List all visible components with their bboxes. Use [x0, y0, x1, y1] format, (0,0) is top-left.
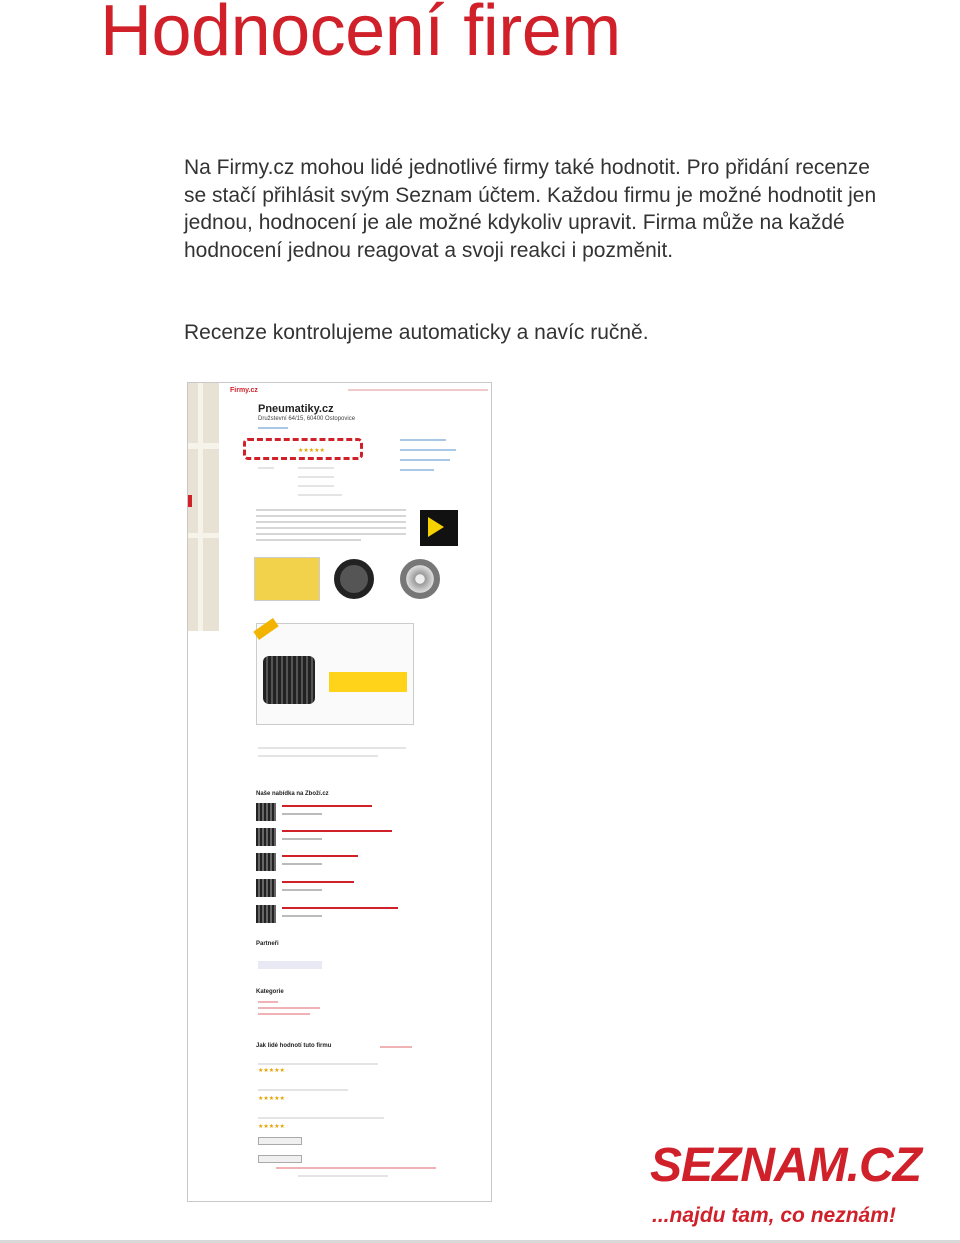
- firmy-logo: Firmy.cz: [230, 387, 258, 394]
- company-name: Pneumatiky.cz: [258, 403, 334, 415]
- wheel-photo[interactable]: [334, 559, 374, 599]
- review-stars-icon: ★★★★★: [258, 1068, 285, 1074]
- map-pin-icon: [187, 495, 192, 507]
- map-panel: [188, 383, 219, 631]
- offer-thumb[interactable]: [256, 828, 276, 846]
- company-logo-badge: [420, 510, 458, 546]
- page-title: Hodnocení firem: [100, 0, 621, 71]
- review-stars-icon: ★★★★★: [258, 1096, 285, 1102]
- reviews-heading: Jak lidé hodnotí tuto firmu: [256, 1043, 332, 1049]
- seznam-logo-wordmark: SEZNAM.CZ: [650, 1139, 921, 1192]
- seznam-slogan: ...najdu tam, co neznám!: [652, 1204, 896, 1227]
- shop-photo[interactable]: [254, 557, 320, 601]
- review-stars-icon: ★★★★★: [258, 1124, 285, 1130]
- partners-heading: Partneři: [256, 941, 279, 947]
- moderation-paragraph: Recenze kontrolujeme automaticky a navíc ručně.: [184, 321, 649, 344]
- categories-heading: Kategorie: [256, 989, 284, 995]
- intro-paragraph: Na Firmy.cz mohou lidé jednotlivé firmy také hodnotit. Pro přidání recenze se stačí přihlásit svým Seznam účtem. Každou firmu je možné hodnotit jen jednou, hodnocení je ale možné kdykoliv upravit. Firma může na každé hodnocení jednou reagovat a svoji reakci i pozměnit.: [184, 156, 877, 262]
- show-more-button[interactable]: [258, 1155, 302, 1163]
- firmy-page-screenshot: [187, 382, 492, 1202]
- offer-heading: Naše nabídka na Zboží.cz: [256, 791, 329, 797]
- offer-thumb[interactable]: [256, 803, 276, 821]
- seznam-logo: [650, 1139, 921, 1237]
- tire-image: [263, 656, 315, 704]
- alloy-wheel-photo[interactable]: [400, 559, 440, 599]
- rating-stars-icon: ★★★★★: [298, 448, 325, 454]
- offer-thumb[interactable]: [256, 879, 276, 897]
- company-address: Družstevní 64/15, 60400 Ostopovice: [258, 416, 356, 422]
- price-box: [329, 672, 407, 692]
- product-widget: [256, 623, 414, 725]
- reply-button[interactable]: [258, 1137, 302, 1145]
- company-description: [256, 509, 406, 545]
- offer-thumb[interactable]: [256, 905, 276, 923]
- offer-thumb[interactable]: [256, 853, 276, 871]
